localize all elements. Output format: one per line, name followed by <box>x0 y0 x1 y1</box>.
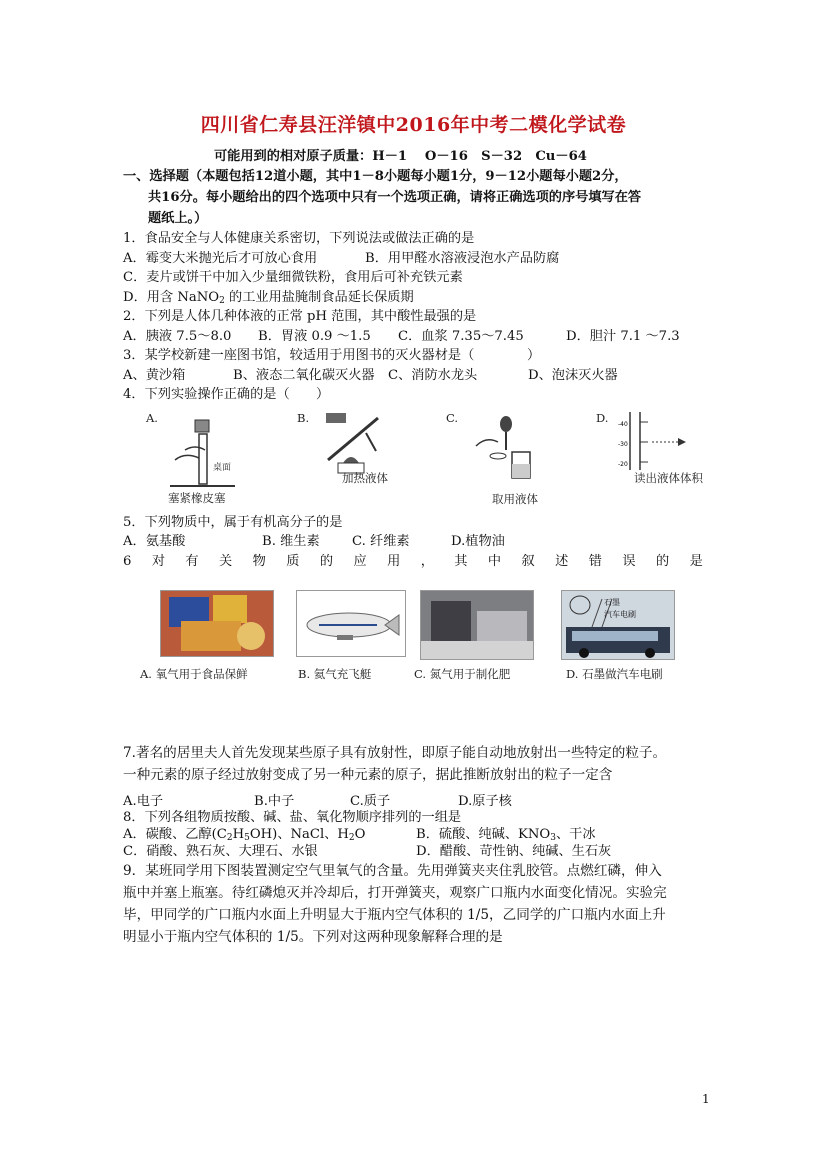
q7-option-a: A.电子 <box>123 794 164 809</box>
q4-label-c: 取用液体 <box>492 492 538 506</box>
q1-stem: 1．食品安全与人体健康关系密切，下列说法或做法正确的是 <box>123 231 475 246</box>
q3-option-d: D、泡沫灭火器 <box>528 368 618 383</box>
q5-stem: 5．下列物质中，属于有机高分子的是 <box>123 515 343 530</box>
q6-sign-text-1: 石墨 <box>604 598 620 607</box>
q2-option-c: C．血浆 7.35～7.45 <box>398 329 524 344</box>
q3-option-a: A、黄沙箱 <box>123 368 186 383</box>
q2-stem: 2．下列是人体几种体液的正常 pH 范围，其中酸性最强的是 <box>123 309 477 324</box>
q6-caption-a: A. 氧气用于食品保鲜 <box>140 667 248 681</box>
q4-tick-20: -20 <box>618 461 628 468</box>
q9-line1: 9．某班同学用下图装置测定空气里氧气的含量。先用弹簧夹夹住乳胶管。点燃红磷，伸入 <box>123 863 662 879</box>
atomic-masses: 可能用到的相对原子质量：H－1 O－16 S－32 Cu－64 <box>214 149 587 164</box>
q1-option-b: B．用甲醛水溶液浸泡水产品防腐 <box>365 251 560 266</box>
q9-line3: 毕，甲同学的广口瓶内水面上升明显大于瓶内空气体积的 1/5，乙同学的广口瓶内水面上升 <box>123 907 666 923</box>
page-number: 1 <box>702 1092 710 1106</box>
q3-stem: 3．某学校新建一座图书馆，较适用于用图书的灭火器材是（ ） <box>123 348 541 363</box>
q6-caption-b: B. 氦气充飞艇 <box>298 667 372 681</box>
q4-tick-40: -40 <box>618 421 628 428</box>
q4-stem: 4．下列实验操作正确的是（ ） <box>123 387 330 402</box>
section-heading-line1: 一、选择题（本题包括12道小题，其中1－8小题每小题1分，9－12小题每小题2分， <box>123 169 628 184</box>
q7-option-d: D.原子核 <box>458 794 512 809</box>
q4-table-word: 桌面 <box>213 463 232 473</box>
q8-option-a: A．碳酸、乙醇$(C_2H_5OH)$、NaCl、$H_2O$ <box>123 827 366 843</box>
q4-figure-a <box>165 410 255 495</box>
q3-option-c: C、消防水龙头 <box>388 368 478 383</box>
q4-label-b: 加热液体 <box>342 471 388 485</box>
q1-option-c: C．麦片或饼干中加入少量细微铁粉，食用后可补充铁元素 <box>123 270 463 285</box>
q2-option-d: D．胆汁 7.1 ～7.3 <box>566 329 680 344</box>
q5-option-d: D.植物油 <box>451 534 505 549</box>
q5-option-c: C. 纤维素 <box>352 534 410 549</box>
q9-line4: 明显小于瓶内空气体积的 1/5。下列对这两种现象解释合理的是 <box>123 929 503 945</box>
q5-option-b: B. 维生素 <box>262 534 320 549</box>
q4-tick-30: -30 <box>618 441 628 448</box>
q8-option-d: D．醋酸、苛性钠、纯碱、生石灰 <box>416 844 612 859</box>
q4-letter-d: D. <box>596 411 609 425</box>
section-heading-line3: 题纸上。） <box>148 211 208 226</box>
q6-stem: 6 对 有 关 物 质 的 应 用 ， 其 中 叙 述 错 误 的 是 <box>123 554 703 569</box>
q6-photo-airship <box>296 590 406 657</box>
q2-option-b: B．胃液 0.9 ～1.5 <box>258 329 371 344</box>
q4-label-a: 塞紧橡皮塞 <box>168 491 226 505</box>
q6-caption-d: D. 石墨做汽车电刷 <box>566 667 663 681</box>
q4-figure-b <box>318 408 398 478</box>
q2-option-a: A．胰液 7.5～8.0 <box>123 329 232 344</box>
q4-letter-b: B. <box>297 411 310 425</box>
section-heading-line2: 共16分。每小题给出的四个选项中只有一个选项正确，请将正确选项的序号填写在答 <box>148 190 642 205</box>
q7-line2: 一种元素的原子经过放射变成了另一种元素的原子，据此推断放射出的粒子一定含 <box>123 767 613 783</box>
q4-figure-d <box>616 408 706 472</box>
q4-letter-c: C. <box>446 411 459 425</box>
q9-line2: 瓶中并塞上瓶塞。待红磷熄灭并冷却后，打开弹簧夹，观察广口瓶内水面变化情况。实验完 <box>123 885 667 901</box>
q6-photo-food <box>160 590 274 657</box>
q8-stem: 8．下列各组物质按酸、碱、盐、氧化物顺序排列的一组是 <box>123 810 462 825</box>
q7-option-b: B.中子 <box>254 794 295 809</box>
q6-sign-text-2: 汽车电刷 <box>604 610 636 619</box>
q1-option-d: D．用含 NaNO$_2$ 的工业用盐腌制食品延长保质期 <box>123 290 414 306</box>
q7-option-c: C.质子 <box>350 794 391 809</box>
q6-caption-c: C. 氮气用于制化肥 <box>414 667 511 681</box>
q8-option-c: C．硝酸、熟石灰、大理石、水银 <box>123 844 318 859</box>
q4-label-d: 读出液体体积 <box>634 471 703 485</box>
q4-letter-a: A. <box>146 411 158 425</box>
q5-option-a: A．氨基酸 <box>123 534 186 549</box>
q6-photo-bus <box>561 590 675 660</box>
q8-option-b: B．硫酸、纯碱、$KNO_3$、干冰 <box>416 827 596 843</box>
q7-line1: 7.著名的居里夫人首先发现某些原子具有放射性，即原子能自动地放射出一些特定的粒子。 <box>123 745 667 761</box>
q4-figure-c <box>468 412 548 488</box>
q3-option-b: B、液态二氧化碳灭火器 <box>233 368 375 383</box>
exam-title: 四川省仁寿县汪洋镇中2016年中考二模化学试卷 <box>200 114 627 136</box>
q1-option-a: A．霉变大米抛光后才可放心食用 <box>123 251 318 266</box>
q6-photo-factory <box>420 590 534 660</box>
